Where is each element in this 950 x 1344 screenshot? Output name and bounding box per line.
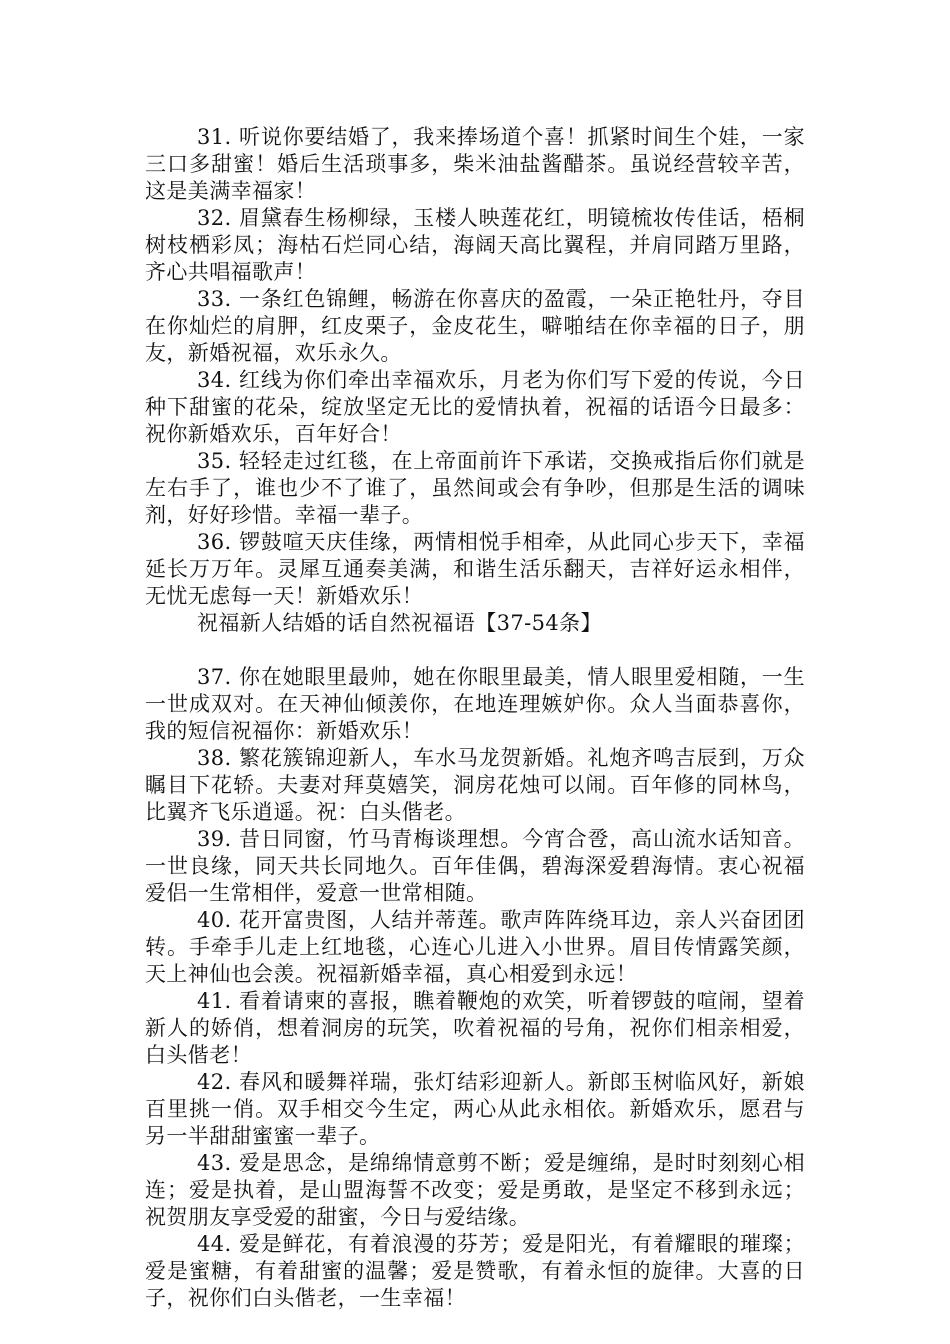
blessing-paragraph-36: 36. 锣鼓喧天庆佳缘，两情相悦手相牵，从此同心步天下，幸福延长万万年。灵犀互通奏美满，和谐生活乐翻天，吉祥好运永相伴，无忧无虑每一天！新婚欢乐！ — [145, 530, 805, 608]
blessing-paragraph-42: 42. 春风和暖舞祥瑞，张灯结彩迎新人。新郎玉树临风好，新娘百里挑一俏。双手相交今生定，两心从此永相依。新婚欢乐，愿君与另一半甜甜蜜蜜一辈子。 — [145, 1070, 805, 1148]
blessing-paragraph-31: 31. 听说你要结婚了，我来捧场道个喜！抓紧时间生个娃，一家三口多甜蜜！婚后生活琐事多，柴米油盐酱醋茶。虽说经营较辛苦，这是美满幸福家！ — [145, 125, 805, 203]
section-heading: 祝福新人结婚的话自然祝福语【37-54条】 — [197, 611, 602, 635]
blessing-paragraph-44: 44. 爱是鲜花，有着浪漫的芬芳；爱是阳光，有着耀眼的璀璨；爱是蜜糖，有着甜蜜的温馨；爱是赞歌，有着永恒的旋律。大喜的日子，祝你们白头偕老，一生幸福！ — [145, 1232, 805, 1310]
blessing-paragraph-40: 40. 花开富贵图，人结并蒂莲。歌声阵阵绕耳边，亲人兴奋团团转。手牵手儿走上红地毯，心连心儿进入小世界。眉目传情露笑颜，天上神仙也会羡。祝福新婚幸福，真心相爱到永远！ — [145, 908, 805, 986]
document-body — [145, 124, 805, 1312]
blessing-paragraph-33: 33. 一条红色锦鲤，畅游在你喜庆的盈霞，一朵正艳牡丹，夺目在你灿烂的肩胛，红皮栗子，金皮花生，噼啪结在你幸福的日子，朋友，新婚祝福，欢乐永久。 — [145, 287, 805, 365]
blessing-paragraph-39: 39. 昔日同窗，竹马青梅谈理想。今宵合卺，高山流水话知音。一世良缘，同天共长同地久。百年佳偶，碧海深爱碧海情。衷心祝福爱侣一生常相伴，爱意一世常相随。 — [145, 827, 805, 905]
blessing-paragraph-37: 37. 你在她眼里最帅，她在你眼里最美，情人眼里爱相随，一生一世成双对。在天神仙倾羡你，在地连理嫉妒你。众人当面恭喜你，我的短信祝福你：新婚欢乐！ — [145, 665, 805, 743]
blessing-paragraph-41: 41. 看着请柬的喜报，瞧着鞭炮的欢笑，听着锣鼓的喧闹，望着新人的娇俏，想着洞房的玩笑，吹着祝福的号角，祝你们相亲相爱，白头偕老！ — [145, 989, 805, 1067]
blessing-paragraph-43: 43. 爱是思念，是绵绵情意剪不断；爱是缠绵，是时时刻刻心相连；爱是执着，是山盟海誓不改变；爱是勇敢，是坚定不移到永远；祝贺朋友享受爱的甜蜜，今日与爱结缘。 — [145, 1151, 805, 1229]
blessing-paragraph-35: 35. 轻轻走过红毯，在上帝面前许下承诺，交换戒指后你们就是左右手了，谁也少不了谁了，虽然间或会有争吵，但那是生活的调味剂，好好珍惜。幸福一辈子。 — [145, 449, 805, 527]
blessing-paragraph-38: 38. 繁花簇锦迎新人，车水马龙贺新婚。礼炮齐鸣吉辰到，万众瞩目下花轿。夫妻对拜莫嬉笑，洞房花烛可以闹。百年修的同林鸟，比翼齐飞乐逍遥。祝：白头偕老。 — [145, 746, 805, 824]
blessing-paragraph-34: 34. 红线为你们牵出幸福欢乐，月老为你们写下爱的传说，今日种下甜蜜的花朵，绽放坚定无比的爱情执着，祝福的话语今日最多：祝你新婚欢乐，百年好合！ — [145, 368, 805, 446]
blessing-paragraph-32: 32. 眉黛春生杨柳绿，玉楼人映莲花红，明镜梳妆传佳话，梧桐树枝栖彩凤；海枯石烂同心结，海阔天高比翼程，并肩同踏万里路，齐心共唱福歌声！ — [145, 206, 805, 284]
